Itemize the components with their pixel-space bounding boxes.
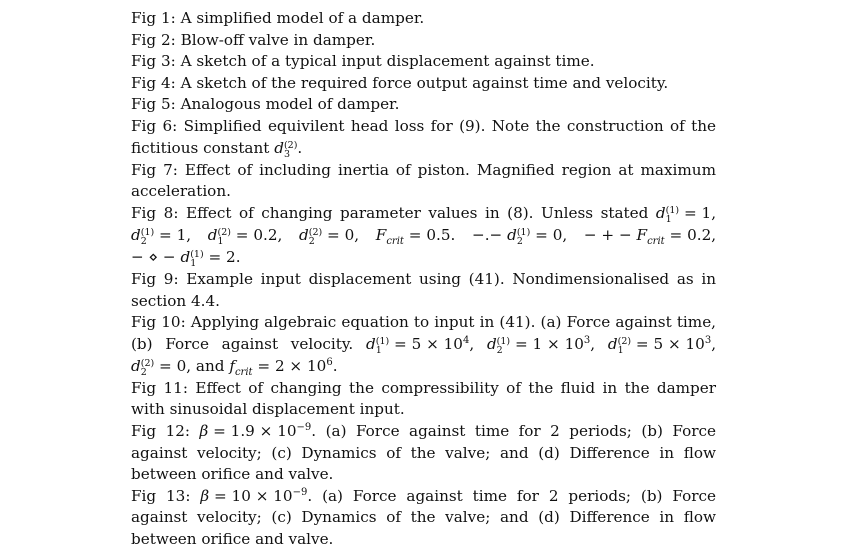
legend-plus: − + − $F_{crit} = 0.2$, bbox=[583, 225, 717, 247]
legend-diamond: − ⋄ − d (1) 1 = 2. bbox=[131, 247, 241, 270]
caption-fig-1 bbox=[131, 8, 716, 30]
caption-fig-6 bbox=[131, 116, 716, 160]
caption-label: Fig 9: bbox=[131, 269, 179, 288]
figure-caption-list bbox=[131, 8, 716, 551]
caption-label: Fig 5: bbox=[131, 95, 176, 114]
math-d1-2: d (2) 1 = 0.2 bbox=[207, 225, 278, 248]
caption-text: . (a) Force against time for 2 periods; (b) Force against velocity; (c) Dynamics of the valve; and (d) Difference in flow between orifice and valve. bbox=[131, 486, 716, 548]
caption-fig-11 bbox=[131, 378, 716, 421]
caption-text: A sketch of a typical input displacement against time. bbox=[180, 52, 595, 71]
caption-label: Fig 2: bbox=[131, 30, 176, 49]
math-d1-1: d (1) 1 = $5 \times 10^4$ bbox=[366, 334, 470, 357]
caption-fig-13 bbox=[131, 486, 716, 551]
caption-fig-2 bbox=[131, 30, 716, 52]
math-d3-2: d (2) 3 bbox=[274, 138, 298, 161]
math-beta: $\beta = 10 \times 10^{-9}$ bbox=[200, 486, 308, 505]
caption-tail: . bbox=[297, 138, 303, 157]
caption-label: Fig 12: bbox=[131, 422, 191, 440]
math-d2-2: d (2) 2 = 0, bbox=[131, 356, 192, 379]
caption-text: A simplified model of a damper. bbox=[180, 9, 425, 27]
caption-fig-4 bbox=[131, 73, 716, 95]
caption-fig-3 bbox=[131, 51, 716, 73]
caption-fig-7 bbox=[131, 160, 716, 203]
caption-text: Blow-off valve in damper. bbox=[180, 30, 376, 49]
caption-text: Applying algebraic equation to input in (41). (a) Force against time, (b) Force against velocity. bbox=[131, 313, 717, 353]
math-f-crit: $f_{crit} = 2 \times 10^6$. bbox=[229, 356, 338, 378]
caption-text: A sketch of the required force output against time and velocity. bbox=[180, 73, 669, 92]
caption-text: Analogous model of damper. bbox=[180, 95, 400, 114]
caption-text: Simplified equivilent head loss for (9). Note the construction of the fictitious constant bbox=[131, 116, 717, 157]
caption-label: Fig 11: bbox=[131, 378, 188, 397]
caption-label: Fig 10: bbox=[131, 313, 186, 332]
caption-fig-12 bbox=[131, 421, 716, 486]
caption-text: Effect of changing parameter values in (8). Unless stated bbox=[185, 203, 649, 222]
caption-fig-8: Fig 8: Effect of changing parameter values in (8). Unless stated d (1) 1 = 1, d (1) 2 = 1, d (2) 1 = 0.2, d (2) 2 = 0, $F_{crit} = 0.5$. −.− d (1) 2 = 0, − + − $F_{crit} = 0.2$, − ⋄ − d (1) 1 = 2. bbox=[131, 203, 717, 270]
caption-label: Fig 13: bbox=[131, 486, 191, 505]
math-fcrit: $F_{crit} = 0.5$. bbox=[375, 225, 456, 247]
caption-label: Fig 6: bbox=[131, 116, 178, 135]
math-d2-2: d (2) 2 = 0 bbox=[299, 225, 355, 248]
caption-text: Effect of including inertia of piston. Magnified region at maximum acceleration. bbox=[131, 160, 716, 201]
caption-label: Fig 7: bbox=[131, 160, 178, 179]
caption-fig-9 bbox=[131, 269, 716, 312]
caption-label: Fig 8: bbox=[131, 203, 179, 222]
caption-fig-5 bbox=[131, 94, 716, 116]
caption-label: Fig 3: bbox=[131, 52, 176, 71]
math-d1-2: d (2) 1 = $5 \times 10^3$ bbox=[607, 334, 712, 357]
math-beta: $\beta = 1.9 \times 10^{-9}$ bbox=[199, 421, 312, 440]
math-d2-1: d (1) 2 = $1 \times 10^3$ bbox=[486, 334, 591, 357]
math-d1-1: d (1) 1 = 1 bbox=[655, 203, 712, 226]
caption-fig-10: Fig 10: Applying algebraic equation to input in (41). (a) Force against time, (b) Force against velocity. d (1) 1 = $5 \times 10^4$, d (1) 2 = $1 \times 10^3$, d (2) 1 = $5 \times 10^3$, d (2) 2 = 0, and $f_{crit} = 2 \times 10^6$. bbox=[131, 313, 717, 379]
caption-text: Example input displacement using (41). Nondimensionalised as in section 4.4. bbox=[131, 269, 717, 310]
caption-label: Fig 4: bbox=[131, 73, 176, 92]
caption-label: Fig 1: bbox=[131, 9, 176, 27]
math-d2-1: d (1) 2 = 1 bbox=[131, 225, 187, 248]
legend-dashdot: −.− d (1) 2 = 0 bbox=[471, 225, 563, 248]
caption-text: . (a) Force against time for 2 periods; (b) Force against velocity; (c) Dynamics of the valve; and (d) Difference in flow between orifice and valve. bbox=[131, 422, 716, 484]
caption-text: Effect of changing the compressibility of the fluid in the damper with sinusoidal displacement input. bbox=[131, 378, 717, 419]
